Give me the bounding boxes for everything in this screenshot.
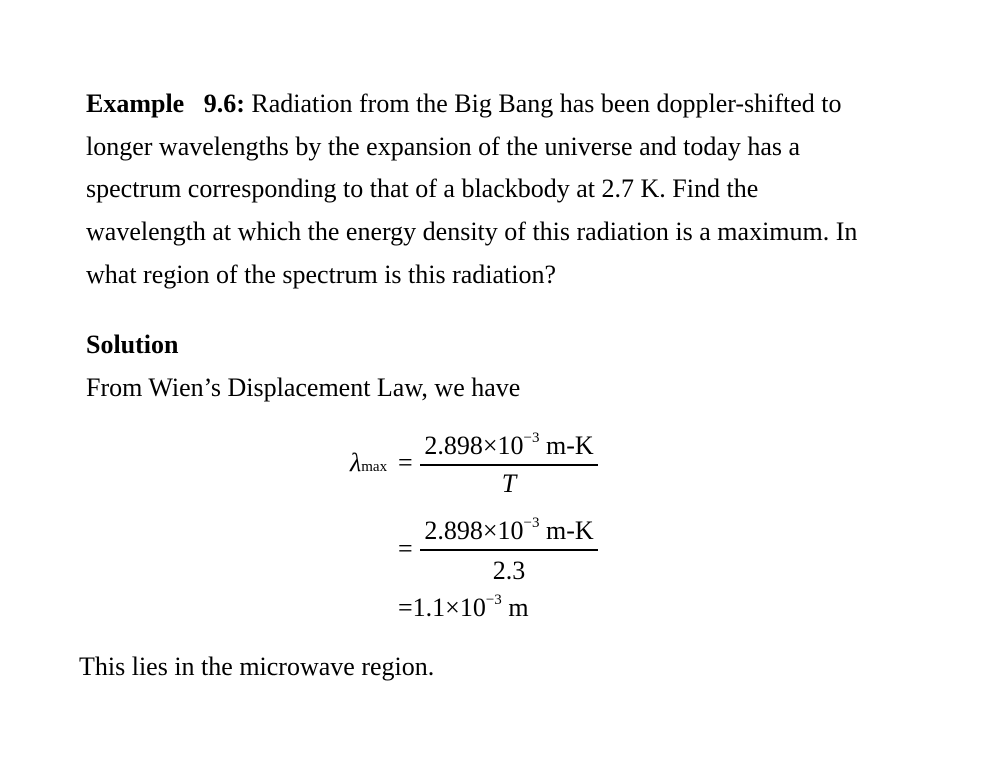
example-line-4: wavelength at which the energy density of this radiation is a maximum. In [86, 217, 858, 246]
equals-2: = [398, 534, 413, 563]
numerator-1: $2.898\times 10^{-3}$ m-K [424, 430, 594, 460]
example-number: 9.6: [203, 89, 245, 118]
example-text: Radiation from the Big Bang has been doppler-shifted to [251, 89, 842, 118]
result: $=1.1\times 10^{-3}$ m [398, 592, 529, 622]
solution-heading: Solution [86, 330, 179, 359]
lambda-symbol: λ [350, 448, 362, 477]
fraction-bar-2 [420, 549, 598, 551]
fraction-bar-1 [420, 464, 598, 466]
lambda-subscript: max [361, 459, 388, 475]
example-line-2: longer wavelengths by the expansion of the universe and today has a [86, 132, 801, 161]
numerator-2: $2.898\times 10^{-3}$ m-K [424, 515, 594, 545]
denominator-1: T [501, 469, 517, 498]
solution-intro: From Wien’s Displacement Law, we have [86, 373, 521, 402]
equals-1: = [398, 448, 413, 477]
example-line-5: what region of the spectrum is this radiation? [86, 260, 557, 289]
denominator-2: 2.3 [492, 556, 526, 585]
example-line-1 [86, 91, 842, 117]
conclusion: This lies in the microwave region. [79, 652, 435, 681]
example-label: Example [86, 89, 185, 118]
example-line-3: spectrum corresponding to that of a blackbody at 2.7 K. Find the [86, 174, 759, 203]
lambda-max [350, 450, 387, 476]
